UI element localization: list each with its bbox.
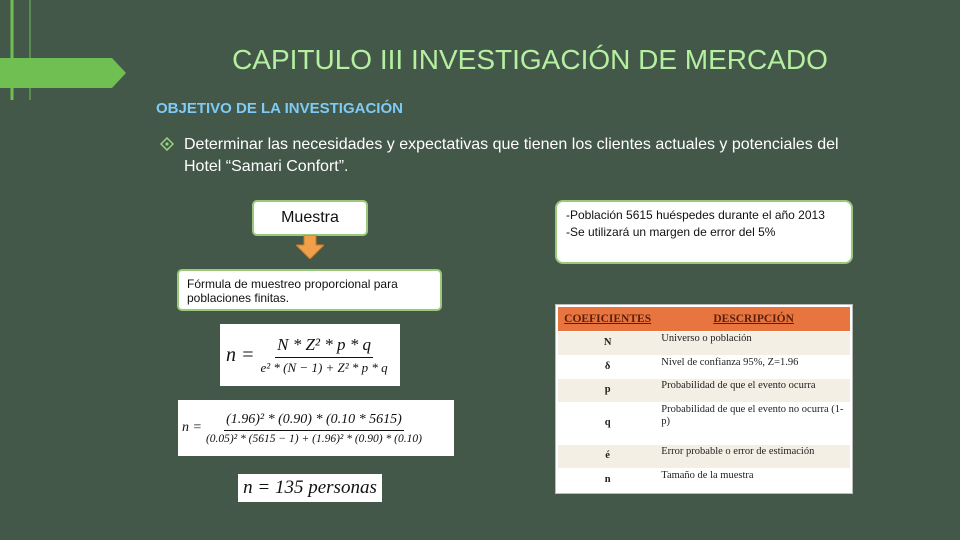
formula-note-box: Fórmula de muestreo proporcional para poblaciones finitas.: [177, 269, 442, 311]
table-row: [558, 379, 850, 403]
objective-text: Determinar las necesidades y expectativas que tienen los clientes actuales y potenciales del Hotel “Samari Confort”.: [184, 136, 839, 175]
coef-symbol: δ: [558, 355, 657, 379]
coef-description: Probabilidad de que el evento no ocurra (1-p): [657, 402, 850, 444]
coef-symbol: p: [558, 379, 657, 403]
sample-size-substitution: [178, 400, 454, 456]
coef-symbol: é: [558, 445, 657, 469]
section-subtitle: OBJETIVO DE LA INVESTIGACIÓN: [156, 100, 403, 117]
margen-error-line: -Se utilizará un margen de error del 5%: [566, 225, 776, 239]
formula-lhs: n =: [226, 343, 255, 366]
coef-description: Probabilidad de que el evento ocurra: [657, 379, 850, 403]
coef-description: Universo o población: [657, 332, 850, 356]
sample-size-formula: [220, 324, 400, 386]
formula-denominator: e² * (N − 1) + Z² * p * q: [260, 359, 388, 375]
slide-title: CAPITULO III INVESTIGACIÓN DE MERCADO: [232, 44, 828, 75]
coef-symbol: N: [558, 332, 657, 356]
corner-accent-lines: [0, 0, 140, 120]
poblacion-line: -Población 5615 huéspedes durante el año 2013: [566, 208, 825, 222]
coefficients-table: [555, 304, 853, 494]
table-row: [558, 332, 850, 356]
substitution-fraction: [204, 412, 424, 445]
table-header-descripcion: DESCRIPCIÓN: [657, 307, 850, 332]
sample-size-result: n = 135 personas: [238, 474, 382, 502]
table-row: [558, 402, 850, 444]
coef-symbol: n: [558, 468, 657, 491]
coef-description: Error probable o error de estimación: [657, 445, 850, 469]
table-row: [558, 355, 850, 379]
table-row: [558, 445, 850, 469]
poblacion-info-box: [555, 200, 853, 264]
formula-fraction: [259, 335, 390, 376]
substitution-denominator: (0.05)² * (5615 − 1) + (1.96)² * (0.90) * (0.10): [205, 432, 422, 445]
substitution-lhs: n =: [182, 420, 202, 435]
coef-description: Tamaño de la muestra: [657, 468, 850, 491]
coef-description: Nivel de confianza 95%, Z=1.96: [657, 355, 850, 379]
diamond-bullet-icon: [160, 137, 174, 151]
substitution-numerator: (1.96)² * (0.90) * (0.10 * 5615): [224, 412, 404, 431]
coef-symbol: q: [558, 402, 657, 444]
table-header-coeficientes: COEFICIENTES: [558, 307, 657, 332]
muestra-box: Muestra: [252, 200, 368, 236]
formula-numerator: N * Z² * p * q: [275, 335, 373, 358]
table-row: [558, 468, 850, 491]
objective-bullet: [160, 134, 844, 178]
down-arrow-icon: [296, 235, 324, 259]
